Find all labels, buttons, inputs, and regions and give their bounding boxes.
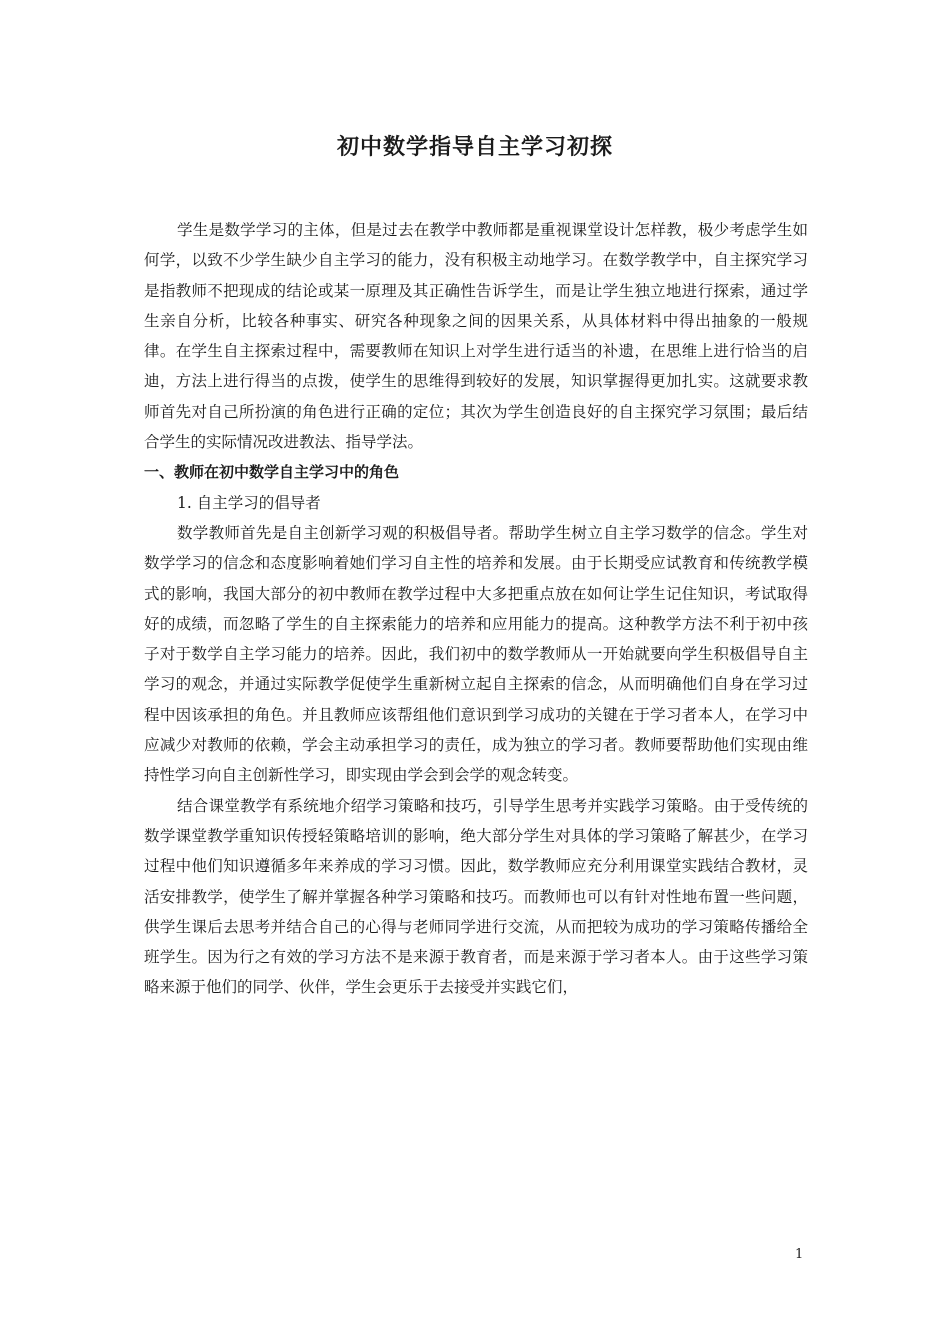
subsection-heading: 1. 自主学习的倡导者 xyxy=(177,493,321,512)
section-heading: 一、教师在初中数学自主学习中的角色 xyxy=(144,463,400,482)
document-body xyxy=(144,215,808,1003)
paragraph-strategies: 结合课堂教学有系统地介绍学习策略和技巧，引导学生思考并实践学习策略。由于受传统的数学课堂教学重知识传授轻策略培训的影响，绝大部分学生对具体的学习策略了解甚少，在学习过程中他们知识遵循多年来养成的学习习惯。因此，数学教师应充分利用课堂实践结合教材，灵活安排教学，使学生了解并掌握各种学习策略和技巧。而教师也可以有针对性地布置一些问题，供学生课后去思考并结合自己的心得与老师同学进行交流，从而把较为成功的学习策略传播给全班学生。因为行之有效的学习方法不是来源于教育者，而是来源于学习者本人。由于这些学习策略来源于他们的同学、伙伴，学生会更乐于去接受并实践它们， xyxy=(144,796,808,997)
paragraph-intro: 学生是数学学习的主体，但是过去在教学中教师都是重视课堂设计怎样教，极少考虑学生如何学，以致不少学生缺少自主学习的能力，没有积极主动地学习。在数学教学中，自主探究学习是指教师不把现成的结论或某一原理及其正确性告诉学生，而是让学生独立地进行探索，通过学生亲自分析，比较各种事实、研究各种现象之间的因果关系，从具体材料中得出抽象的一般规律。在学生自主探索过程中，需要教师在知识上对学生进行适当的补遗，在思维上进行恰当的启迪，方法上进行得当的点拨，使学生的思维得到较好的发展，知识掌握得更加扎实。这就要求教师首先对自己所扮演的角色进行正确的定位；其次为学生创造良好的自主探究学习氛围；最后结合学生的实际情况改进教法、指导学法。 xyxy=(144,221,808,452)
page-number: 1 xyxy=(795,1247,804,1262)
document-title: 初中数学指导自主学习初探 xyxy=(336,135,613,160)
paragraph-advocate: 数学教师首先是自主创新学习观的积极倡导者。帮助学生树立自主学习数学的信念。学生对数学学习的信念和态度影响着她们学习自主性的培养和发展。由于长期受应试教育和传统教学模式的影响，我国大部分的初中教师在教学过程中大多把重点放在如何让学生记住知识，考试取得好的成绩，而忽略了学生的自主探索能力的培养和应用能力的提高。这种教学方法不利于初中孩子对于数学自主学习能力的培养。因此，我们初中的数学教师从一开始就要向学生积极倡导自主学习的观念，并通过实际教学促使学生重新树立起自主探索的信念，从而明确他们自身在学习过程中因该承担的角色。并且教师应该帮组他们意识到学习成功的关键在于学习者本人，在学习中应减少对教师的依赖，学会主动承担学习的责任，成为独立的学习者。教师要帮助他们实现由维持性学习向自主创新性学习，即实现由学会到会学的观念转变。 xyxy=(144,523,808,785)
